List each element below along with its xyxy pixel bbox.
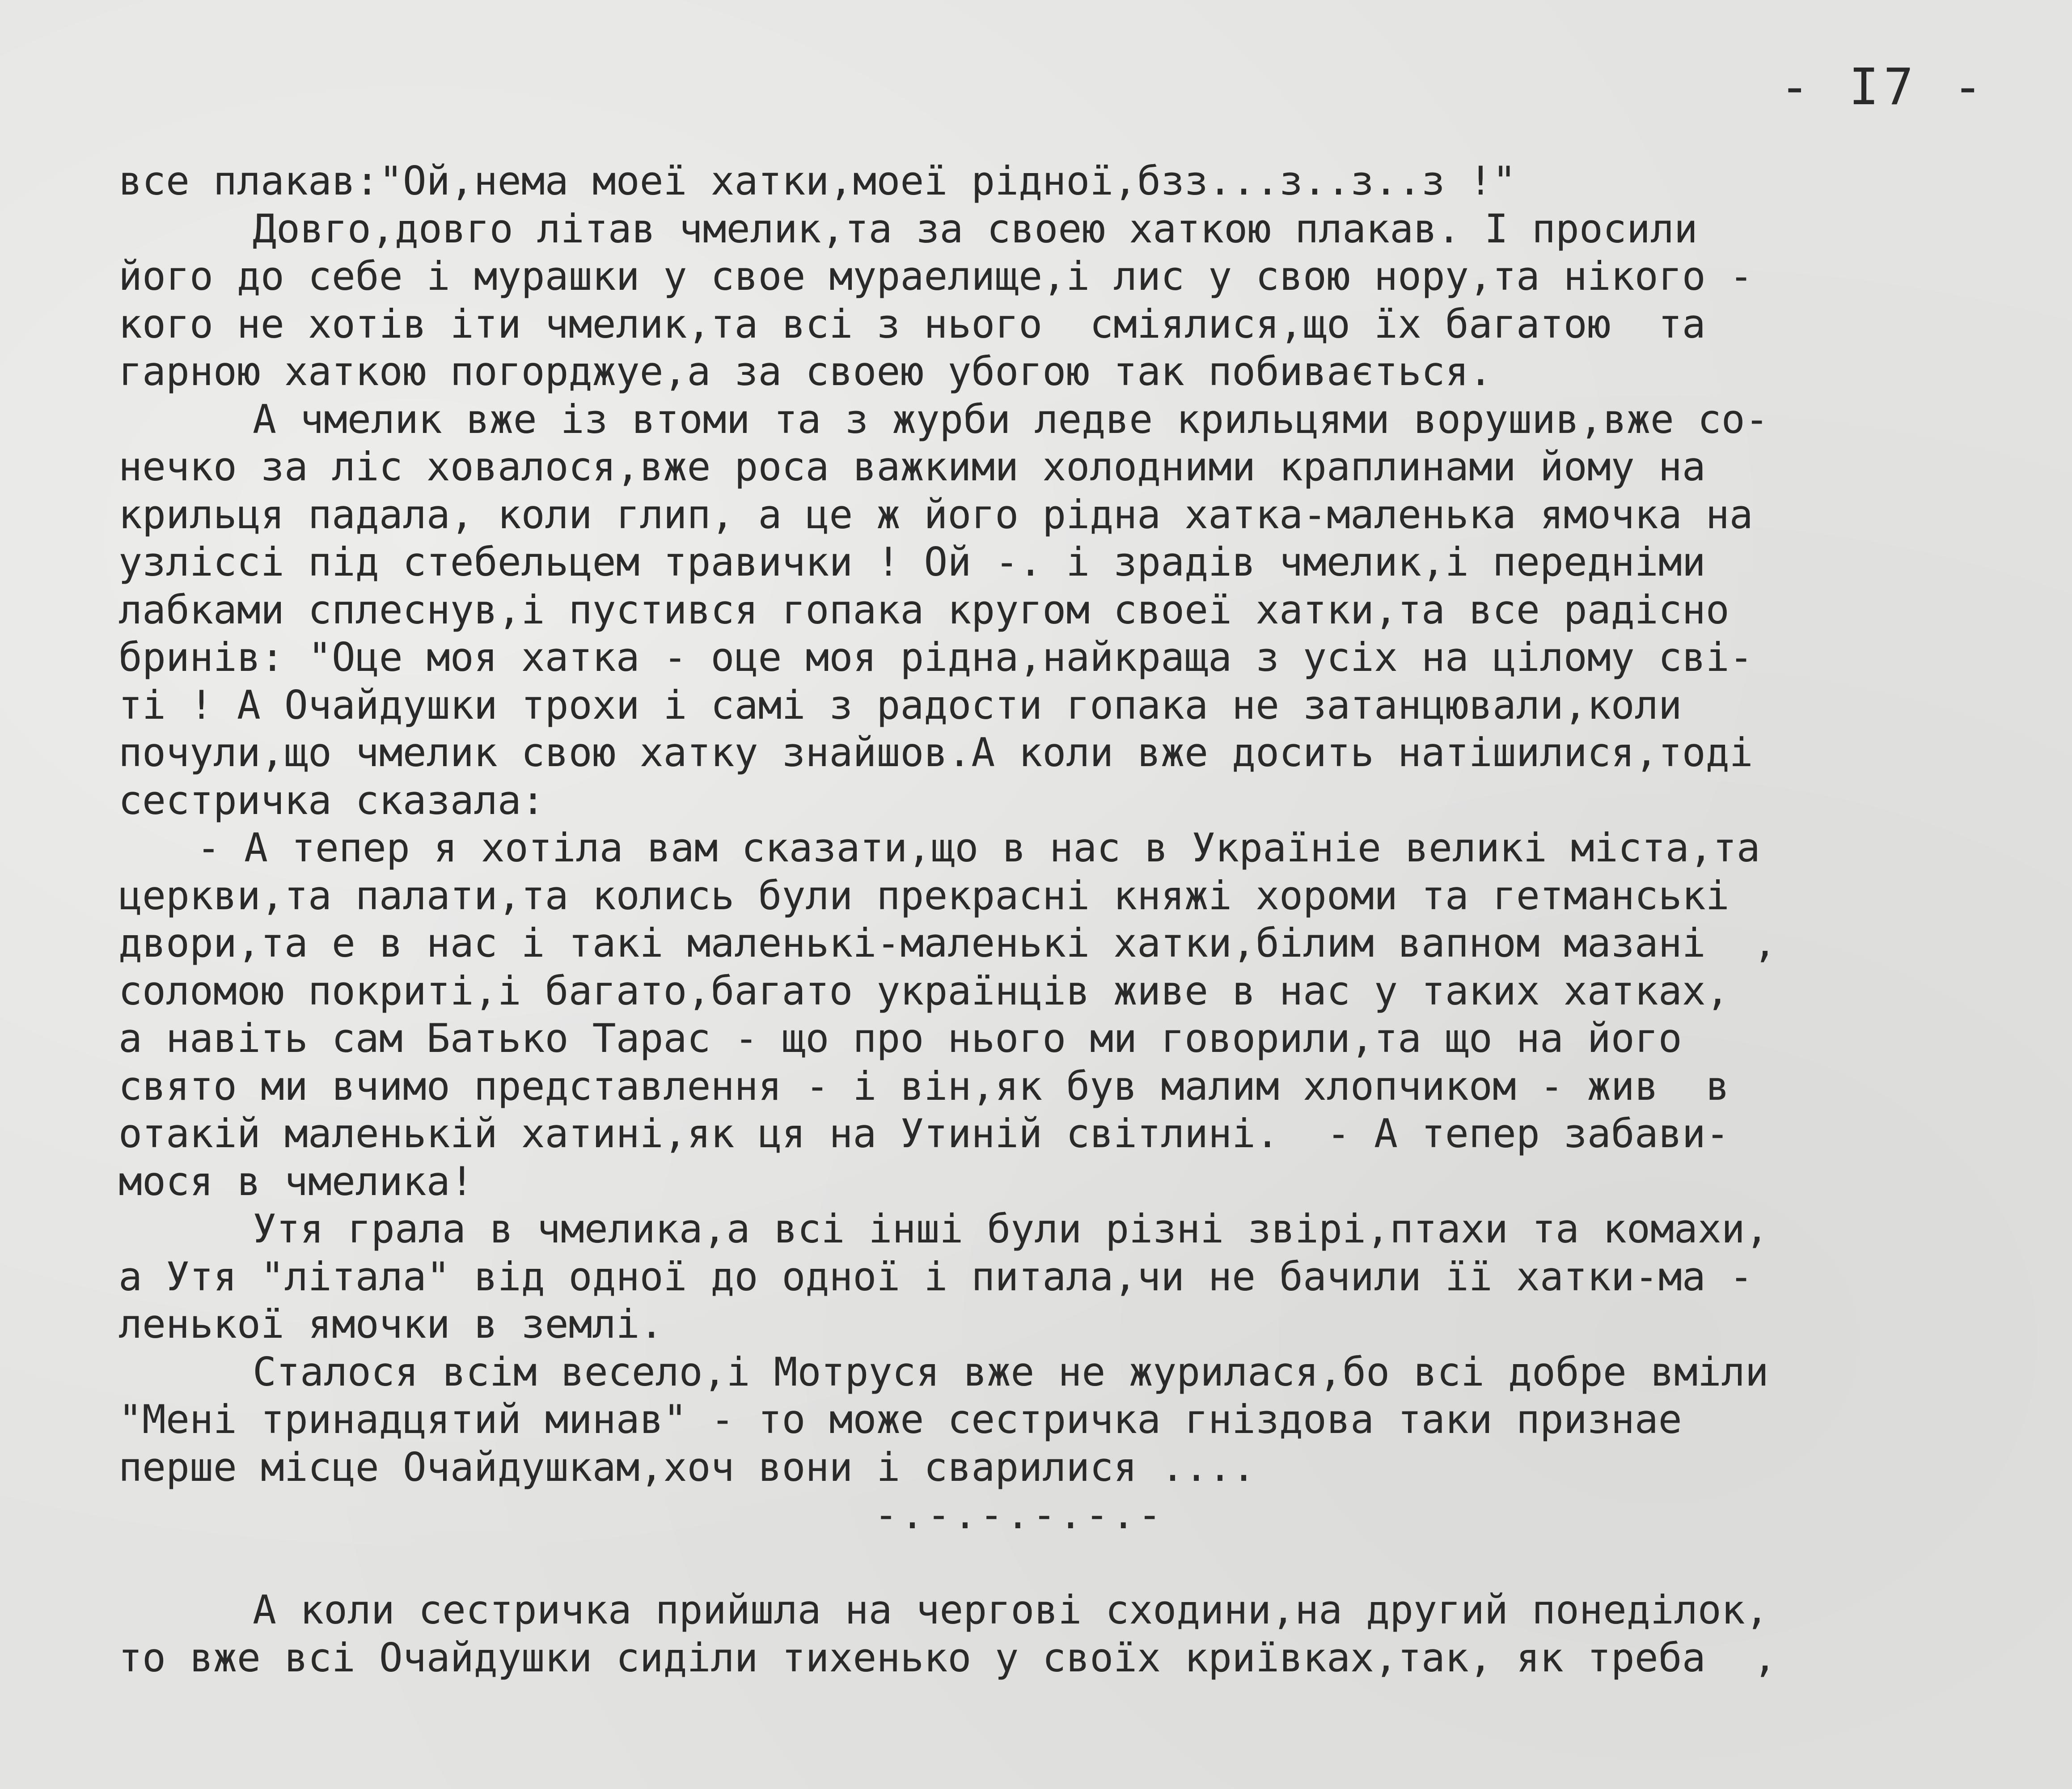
text-line: почули,що чмелик свою хатку знайшов.А коли вже досить натішилися,тоді bbox=[118, 729, 1753, 776]
text-line: бринів: "Оце моя хатка - оце моя рідна,найкраща з усіх на цілому сві- bbox=[118, 634, 1753, 680]
text-line: "Мені тринадцятий минав" - то може сестричка гніздова таки признае bbox=[118, 1396, 1682, 1442]
text-line: а Утя "літала" від одної до одної і питала,чи не бачили її хатки-ма - bbox=[118, 1253, 1753, 1300]
page-number: - I7 - bbox=[1780, 58, 1987, 116]
text-line: кого не хотів іти чмелик,та всі з нього сміялися,що їх багатою та bbox=[118, 301, 1706, 347]
text-line: перше місце Очайдушкам,хоч вони і сварилися .... bbox=[118, 1444, 1256, 1490]
text-line: гарною хаткою погорджуе,а за своею убогою так побивається. bbox=[118, 348, 1493, 394]
section-divider: -.-.-.-.-.- bbox=[874, 1492, 1164, 1538]
text-line: ленької ямочки в землі. bbox=[118, 1301, 664, 1347]
text-line: - А тепер я хотіла вам сказати,що в нас в Україніе великі міста,та bbox=[197, 825, 1760, 871]
text-line: А чмелик вже із втоми та з журби ледве крильцями ворушив,вже со- bbox=[253, 396, 1769, 442]
text-line: А коли сестричка прийшла на чергові сходини,на другий понеділок, bbox=[253, 1587, 1769, 1633]
text-line: а навіть сам Батько Тарас - що про нього ми говорили,та що на його bbox=[118, 1015, 1682, 1061]
text-line: мося в чмелика! bbox=[118, 1158, 474, 1204]
text-line: двори,та е в нас і такі маленькі-маленькі хатки,білим вапном мазані , bbox=[118, 920, 1777, 966]
text-line: узліссі під стебельцем травички ! Ой -. і зрадів чмелик,і передніми bbox=[118, 539, 1706, 585]
text-line: лабками сплеснув,і пустився гопака кругом своеї хатки,та все радісно bbox=[118, 586, 1729, 633]
text-line: нечко за ліс ховалося,вже роса важкими холодними краплинами йому на bbox=[118, 444, 1706, 490]
text-line: Утя грала в чмелика,а всі інші були різні звірі,птахи та комахи, bbox=[253, 1206, 1769, 1252]
text-line: все плакав:"Ой,нема моеї хатки,моеї рідної,бзз...з..з..з !" bbox=[118, 158, 1516, 204]
text-line: Сталося всім весело,і Мотруся вже не журилася,бо всі добре вміли bbox=[253, 1348, 1769, 1395]
text-line: ті ! А Очайдушки трохи і самі з радости гопака не затанцювали,коли bbox=[118, 682, 1682, 728]
text-line: сестричка сказала: bbox=[118, 777, 545, 823]
text-line: Довго,довго літав чмелик,та за своею хаткою плакав. І просили bbox=[253, 205, 1698, 252]
blank-line bbox=[118, 1539, 2019, 1587]
text-line: то вже всі Очайдушки сиділи тихенько у своїх криївках,так, як треба , bbox=[118, 1634, 1777, 1681]
typewritten-text bbox=[118, 157, 2019, 1682]
text-line: свято ми вчимо представлення - і він,як був малим хлопчиком - жив в bbox=[118, 1063, 1729, 1109]
text-line: церкви,та палати,та колись були прекрасні княжі хороми та гетманські bbox=[118, 872, 1729, 919]
text-line: його до себе і мурашки у свое мураелище,і лис у свою нору,та нікого - bbox=[118, 253, 1753, 299]
text-line: отакій маленькій хатині,як ця на Утиній світлині. - А тепер забави- bbox=[118, 1111, 1729, 1157]
text-line: крильця падала, коли глип, а це ж його рідна хатка-маленька ямочка на bbox=[118, 491, 1753, 538]
text-line: соломою покриті,і багато,багато українців живе в нас у таких хатках, bbox=[118, 967, 1729, 1014]
